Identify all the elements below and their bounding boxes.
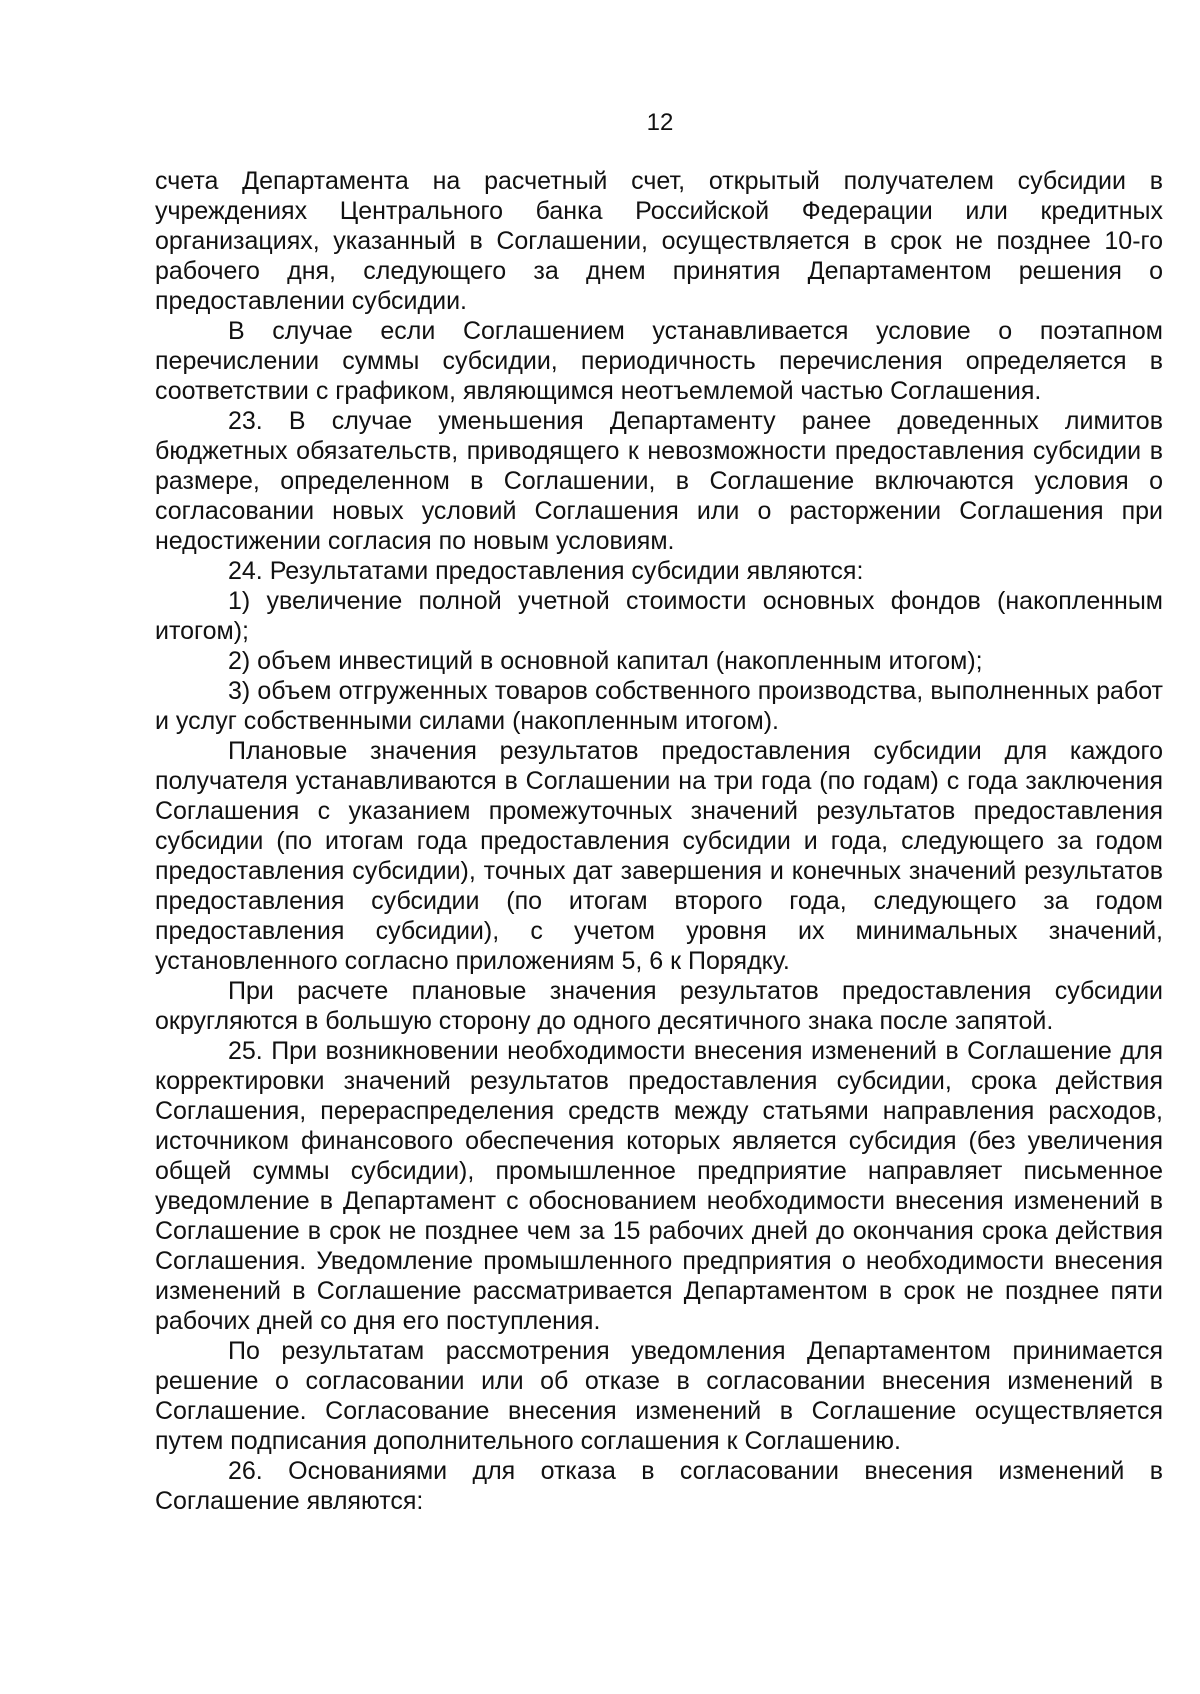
paragraph: Плановые значения результатов предоставления субсидии для каждого получателя устанавливаются в Соглашении на три года (по годам) с года заключения Соглашения с указанием промежуточных значений результатов предоставления субсидии (по итогам года предоставления субсидии и года, следующего за годом предоставления субсидии), точных дат завершения и конечных значений результатов предоставления субсидии (по итогам второго года, следующего за годом предоставления субсидии), с учетом уровня их минимальных значений, установленного согласно приложениям 5, 6 к Порядку. [155, 737, 1163, 975]
paragraph: 26. Основаниями для отказа в согласовании внесения изменений в Соглашение являются: [155, 1457, 1163, 1515]
paragraph: По результатам рассмотрения уведомления Департаментом принимается решение о согласовании или об отказе в согласовании внесения изменений в Соглашение. Согласование внесения изменений в Соглашение осуществляется путем подписания дополнительного соглашения к Соглашению. [155, 1337, 1163, 1455]
page-number: 12 [646, 109, 674, 136]
paragraph: 2) объем инвестиций в основной капитал (накопленным итогом); [228, 647, 983, 675]
document-body [155, 166, 1163, 1516]
paragraph: 25. При возникновении необходимости внесения изменений в Соглашение для корректировки значений результатов предоставления субсидии, срока действия Соглашения, перераспределения средств между статьями направления расходов, источником финансового обеспечения которых является субсидия (без увеличения общей суммы субсидии), промышленное предприятие направляет письменное уведомление в Департамент с обоснованием необходимости внесения изменений в Соглашение в срок не позднее чем за 15 рабочих дней до окончания срока действия Соглашения. Уведомление промышленного предприятия о необходимости внесения изменений в Соглашение рассматривается Департаментом в срок не позднее пяти рабочих дней со дня его поступления. [155, 1037, 1163, 1335]
paragraph: 3) объем отгруженных товаров собственного производства, выполненных работ и услуг собственными силами (накопленным итогом). [155, 677, 1163, 735]
paragraph: 23. В случае уменьшения Департаменту ранее доведенных лимитов бюджетных обязательств, приводящего к невозможности предоставления субсидии в размере, определенном в Соглашении, в Соглашение включаются условия о согласовании новых условий Соглашения или о расторжении Соглашения при недостижении согласия по новым условиям. [155, 407, 1163, 555]
paragraph: 24. Результатами предоставления субсидии являются: [228, 557, 864, 585]
paragraph: В случае если Соглашением устанавливается условие о поэтапном перечислении суммы субсидии, периодичность перечисления определяется в соответствии с графиком, являющимся неотъемлемой частью Соглашения. [155, 317, 1163, 405]
paragraph: При расчете плановые значения результатов предоставления субсидии округляются в большую сторону до одного десятичного знака после запятой. [155, 977, 1163, 1035]
paragraph: 1) увеличение полной учетной стоимости основных фондов (накопленным итогом); [155, 587, 1163, 645]
paragraph: счета Департамента на расчетный счет, открытый получателем субсидии в учреждениях Центрального банка Российской Федерации или кредитных организациях, указанный в Соглашении, осуществляется в срок не позднее 10-го рабочего дня, следующего за днем принятия Департаментом решения о предоставлении субсидии. [155, 167, 1163, 315]
